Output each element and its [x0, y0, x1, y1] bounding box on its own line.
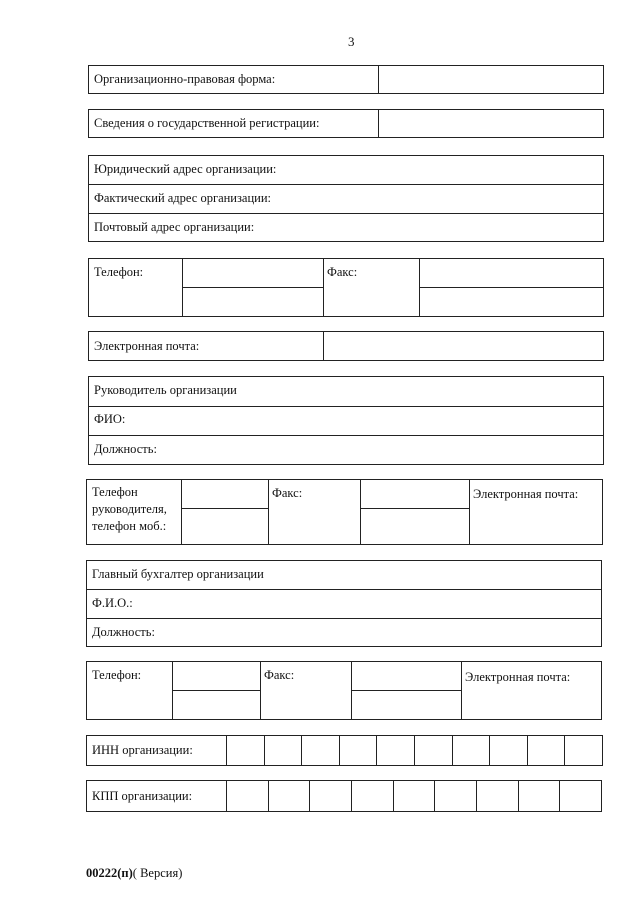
director-name-label: ФИО: — [94, 412, 126, 426]
inn-digit-cell[interactable] — [340, 736, 377, 765]
kpp-digit-cell[interactable] — [560, 781, 601, 811]
org-fax-label: Факс: — [327, 265, 358, 279]
kpp-digit-cell[interactable] — [269, 781, 310, 811]
postal-address-label: Почтовый адрес организации: — [94, 220, 255, 234]
kpp-digit-cell[interactable] — [519, 781, 560, 811]
legal-address-label: Юридический адрес организации: — [94, 162, 277, 176]
director-fax-field-2[interactable] — [361, 509, 468, 544]
kpp-digit-cell[interactable] — [435, 781, 476, 811]
inn-digit-cell[interactable] — [377, 736, 414, 765]
inn-digit-cell[interactable] — [302, 736, 339, 765]
inn-digit-cell[interactable] — [565, 736, 602, 765]
director-phone-field-2[interactable] — [182, 509, 267, 544]
addresses-block — [88, 155, 604, 242]
form-version: ( Версия) — [132, 866, 183, 880]
director-position-label: Должность: — [94, 442, 157, 456]
director-phone-field-1[interactable] — [182, 480, 267, 508]
accountant-block — [86, 560, 602, 647]
state-registration-field[interactable] — [379, 110, 603, 137]
state-registration-label: Сведения о государственной регистрации: — [94, 116, 320, 130]
accountant-fax-label: Факс: — [264, 668, 295, 682]
accountant-phone-field-2[interactable] — [173, 691, 259, 719]
inn-digit-cell[interactable] — [415, 736, 452, 765]
org-form-row — [88, 65, 604, 94]
inn-digit-cell[interactable] — [265, 736, 302, 765]
kpp-row — [86, 780, 602, 812]
accountant-email-label: Электронная почта: — [465, 670, 571, 684]
org-email-field[interactable] — [324, 332, 603, 360]
org-email-label: Электронная почта: — [94, 339, 200, 353]
accountant-title: Главный бухгалтер организации — [92, 567, 264, 581]
org-email-row — [88, 331, 604, 361]
inn-row — [86, 735, 603, 766]
director-block — [88, 376, 604, 465]
kpp-digit-cell[interactable] — [394, 781, 435, 811]
actual-address-label: Фактический адрес организации: — [94, 191, 272, 205]
accountant-phone-label: Телефон: — [92, 668, 142, 682]
org-phone-label: Телефон: — [94, 265, 144, 279]
director-fax-label: Факс: — [272, 486, 303, 500]
form-code: 00222(п) — [86, 866, 133, 880]
inn-digit-cell[interactable] — [227, 736, 264, 765]
kpp-digit-cell[interactable] — [352, 781, 393, 811]
org-fax-field-1[interactable] — [420, 259, 603, 287]
kpp-digit-cell[interactable] — [310, 781, 351, 811]
page-number: 3 — [348, 34, 355, 49]
inn-digit-cell[interactable] — [490, 736, 527, 765]
accountant-contacts-block — [86, 661, 602, 720]
kpp-digit-cell[interactable] — [227, 781, 268, 811]
org-form-field[interactable] — [379, 66, 603, 93]
org-contacts-block — [88, 258, 604, 317]
inn-digit-cell[interactable] — [453, 736, 490, 765]
org-phone-field-1[interactable] — [183, 259, 322, 287]
kpp-digit-cell[interactable] — [477, 781, 518, 811]
accountant-name-label: Ф.И.О.: — [92, 596, 133, 610]
director-phone-label-1: Телефон — [92, 485, 138, 499]
director-fax-field-1[interactable] — [361, 480, 468, 508]
inn-label: ИНН организации: — [92, 743, 193, 757]
inn-digit-cell[interactable] — [528, 736, 565, 765]
form-footer — [86, 866, 182, 881]
director-contacts-block — [86, 479, 603, 545]
director-phone-label-3: телефон моб.: — [92, 519, 167, 533]
org-phone-field-2[interactable] — [183, 288, 322, 316]
accountant-fax-field-1[interactable] — [352, 662, 460, 690]
director-email-label: Электронная почта: — [473, 487, 579, 501]
org-form-label: Организационно-правовая форма: — [94, 72, 276, 86]
accountant-position-label: Должность: — [92, 625, 155, 639]
state-registration-row — [88, 109, 604, 138]
org-fax-field-2[interactable] — [420, 288, 603, 316]
accountant-fax-field-2[interactable] — [352, 691, 460, 719]
accountant-phone-field-1[interactable] — [173, 662, 259, 690]
director-title: Руководитель организации — [94, 383, 237, 397]
kpp-label: КПП организации: — [92, 789, 193, 803]
director-phone-label-2: руководителя, — [92, 502, 167, 516]
